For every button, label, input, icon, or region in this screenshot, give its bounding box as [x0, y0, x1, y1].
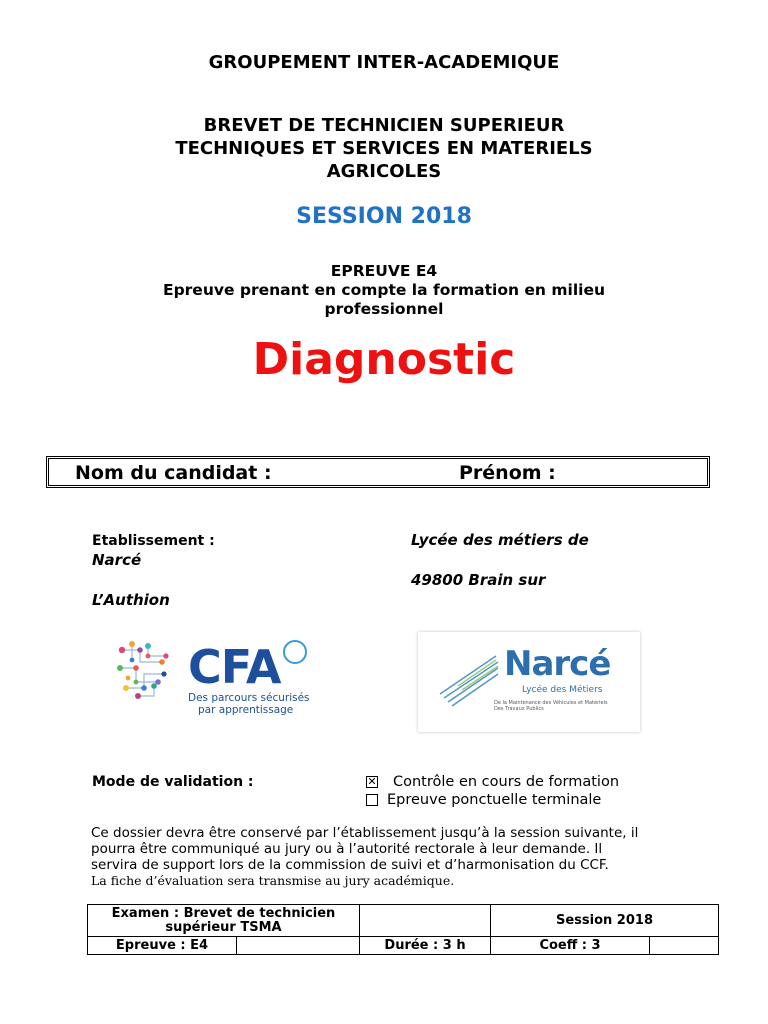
option-ponctuelle-label: Epreuve ponctuelle terminale — [387, 792, 602, 808]
narce-logo-small — [494, 700, 608, 712]
exam-info-table — [87, 904, 719, 955]
bts-line-2: TECHNIQUES ET SERVICES EN MATERIELS — [175, 138, 593, 159]
cfa-tagline-2: par apprentissage — [198, 704, 294, 716]
establishment-label: Etablissement : — [92, 533, 215, 549]
establishment-line-d: 49800 Brain sur — [411, 571, 546, 589]
session-title: SESSION 2018 — [296, 204, 472, 229]
exam-title-line-2: supérieur TSMA — [165, 919, 282, 935]
establishment-line-b: L’Authion — [92, 591, 170, 609]
notice-line-4: La fiche d’évaluation sera transmise au jury académique. — [91, 873, 455, 888]
option-cours-de-formation[interactable] — [366, 774, 619, 790]
validation-mode-label: Mode de validation : — [92, 774, 254, 790]
establishment-line-a: Narcé — [92, 551, 142, 569]
header-group: GROUPEMENT INTER-ACADEMIQUE — [208, 52, 560, 73]
candidate-firstname-label: Prénom : — [459, 462, 556, 484]
establishment-line-c: Lycée des métiers de — [411, 531, 589, 549]
narce-logo — [418, 632, 640, 732]
narce-logo-subtitle: Lycée des Métiers — [522, 685, 603, 695]
exam-title-line-1: Examen : Brevet de technicien — [111, 905, 336, 921]
exam-blank-cell-1 — [237, 937, 360, 955]
header-bts — [0, 114, 768, 183]
cfa-tagline — [188, 692, 310, 716]
checkbox-checked[interactable]: ✕ — [367, 775, 377, 788]
narce-logo-text: Narcé — [504, 644, 611, 684]
narce-small-2: Des Travaux Publics — [494, 706, 544, 712]
epreuve-desc-1: Epreuve prenant en compte la formation en milieu — [162, 281, 605, 299]
option-cours-de-formation-label: Contrôle en cours de formation — [393, 774, 620, 790]
exam-duree-cell: Durée : 3 h — [360, 937, 491, 955]
notice-line-3: servira de support lors de la commission de suivi et d’harmonisation du CCF. — [91, 857, 609, 873]
notice-paragraph — [91, 825, 691, 873]
epreuve-code: EPREUVE E4 — [330, 262, 438, 280]
cfa-logo — [92, 610, 328, 736]
checkbox-unchecked[interactable] — [366, 794, 378, 806]
notice-line-2: pourra être communiqué au jury ou à l’autorité rectorale à leur demande. Il — [91, 841, 603, 857]
candidate-box — [46, 456, 710, 488]
cfa-logo-text: CFA — [188, 640, 281, 694]
bts-line-1: BREVET DE TECHNICIEN SUPERIEUR — [203, 115, 565, 136]
epreuve-desc-2: professionnel — [324, 300, 444, 318]
exam-session-cell: Session 2018 — [491, 905, 719, 937]
narce-small-1: De la Maintenance des Véhicules et Matériels — [494, 700, 608, 706]
epreuve-block — [0, 262, 768, 319]
exam-blank-cell-2 — [650, 937, 719, 955]
candidate-name-label: Nom du candidat : — [75, 462, 272, 484]
cfa-tagline-1: Des parcours sécurisés — [188, 692, 310, 704]
notice-line-1: Ce dossier devra être conservé par l’établissement jusqu’à la session suivante, il — [91, 825, 639, 841]
option-ponctuelle[interactable] — [366, 792, 601, 808]
bts-line-3: AGRICOLES — [326, 161, 442, 182]
exam-empty-cell — [360, 905, 491, 937]
exam-coeff-cell: Coeff : 3 — [491, 937, 650, 955]
exam-epreuve-cell: Epreuve : E4 — [88, 937, 237, 955]
exam-title-cell — [88, 905, 360, 937]
document-title: Diagnostic — [252, 334, 516, 385]
